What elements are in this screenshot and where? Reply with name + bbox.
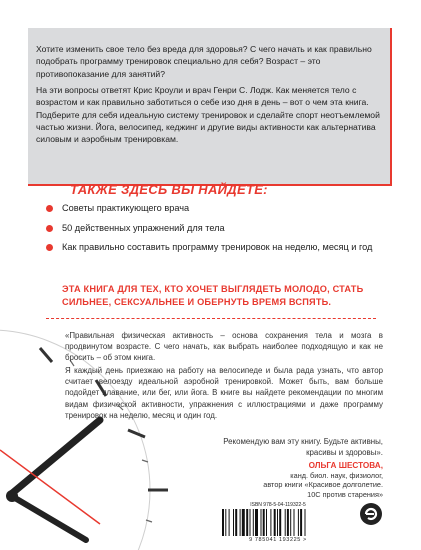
feature-item-text: Советы практикующего врача bbox=[62, 203, 190, 213]
barcode-bar bbox=[277, 509, 278, 536]
bullet-icon bbox=[46, 244, 53, 251]
isbn-number: 9 785041 193225 > bbox=[249, 537, 307, 543]
feature-item-text: 50 действенных упражнений для тела bbox=[62, 222, 225, 233]
intro-paragraph-2: На эти вопросы ответят Крис Кроули и врач Генри С. Лодж. Как меняется тело с возрастом и как правильно заботиться о себе изо дня в день – вот о чем эта книга. Подберите для себя идеальную систему тренировок и сделайте спорт неотъемлемой частью жизни. Йога, велосипед, кеджинг и другие виды активности как альтернатива силовым и аэробным тренировкам. bbox=[36, 85, 380, 145]
barcode-bar bbox=[229, 509, 230, 536]
bullet-icon bbox=[46, 205, 53, 212]
author-title-line: 10С против старения» bbox=[307, 489, 383, 499]
barcode-bar bbox=[253, 509, 254, 536]
barcode-icon bbox=[222, 509, 334, 536]
tagline: ЭТА КНИГА ДЛЯ ТЕХ, КТО ХОЧЕТ ВЫГЛЯДЕТЬ МОЛОДО, СТАТЬ СИЛЬНЕЕ, СЕКСУАЛЬНЕЕ И ОБЕРНУТЬ ВРЕМЯ ВСПЯТЬ. bbox=[62, 284, 364, 307]
barcode-bar bbox=[300, 509, 302, 536]
barcode-bar bbox=[222, 509, 224, 536]
isbn-label: ISBN 978-5-04-119322-5 bbox=[250, 502, 306, 508]
quote-author bbox=[220, 460, 383, 499]
author-title-line: канд. биол. наук, физиолог, bbox=[290, 471, 383, 480]
barcode-bar bbox=[250, 509, 251, 536]
feature-item bbox=[46, 202, 386, 215]
barcode-bar bbox=[235, 509, 237, 536]
barcode-bar bbox=[263, 509, 265, 536]
quote-paragraph-1: «Правильная физическая активность – основа сохранения тела и мозга в продвинутом возрасте. С чего начать, как выбрать наиболее подходящую и как не бросить – об этом книга. bbox=[65, 331, 383, 363]
bullet-icon bbox=[46, 225, 53, 232]
features-list bbox=[46, 202, 386, 261]
publisher-logo-icon bbox=[359, 502, 383, 526]
feature-item bbox=[46, 241, 386, 254]
barcode-bar bbox=[285, 509, 286, 536]
features-heading: ТАКЖЕ ЗДЕСЬ ВЫ НАЙДЕТЕ: bbox=[70, 182, 268, 197]
quote-paragraph-3: Рекомендую вам эту книгу. Будьте активны, красивы и здоровы». bbox=[223, 437, 383, 458]
author-name: ОЛЬГА ШЕСТОВА, bbox=[308, 461, 383, 470]
barcode-bar bbox=[294, 509, 295, 536]
intro-paragraph-1: Хотите изменить свое тело без вреда для здоровья? С чего начать и как правильно подобрать программу тренировок специально для себя? Возраст – это противопоказание для занятий? bbox=[36, 44, 372, 79]
feature-item-text: Как правильно составить программу тренировок на неделю, месяц и год bbox=[62, 242, 373, 252]
barcode-bar bbox=[274, 509, 276, 536]
author-title-line: автор книги «Красивое долголетие. bbox=[263, 480, 383, 490]
barcode-bar bbox=[240, 509, 241, 536]
barcode-bar bbox=[287, 509, 289, 536]
barcode-bar bbox=[290, 509, 291, 536]
barcode-bar bbox=[279, 509, 281, 536]
barcode-bar bbox=[225, 509, 226, 536]
barcode-bar bbox=[261, 509, 262, 536]
barcode-bar bbox=[270, 509, 271, 536]
barcode-bar bbox=[298, 509, 299, 536]
barcode-bar bbox=[242, 509, 245, 536]
barcode-bar bbox=[255, 509, 258, 536]
quote-paragraph-2: Я каждый день приезжаю на работу на велосипеде и была рада узнать, что автор считает велоезду идеальной аэробной тренировкой. Может быть, вам больше подойдет плавание, или бег, или йога. В книге вы найдете рекомендации по многим видам физической активности, упражнения с иллюстрациями и даже программу тренировок на неделю, месяц и один год. bbox=[65, 366, 383, 420]
barcode-bar bbox=[233, 509, 234, 536]
barcode-bar bbox=[246, 509, 248, 536]
barcode-bar bbox=[305, 509, 306, 536]
feature-item bbox=[46, 222, 386, 235]
barcode-bar bbox=[266, 509, 267, 536]
